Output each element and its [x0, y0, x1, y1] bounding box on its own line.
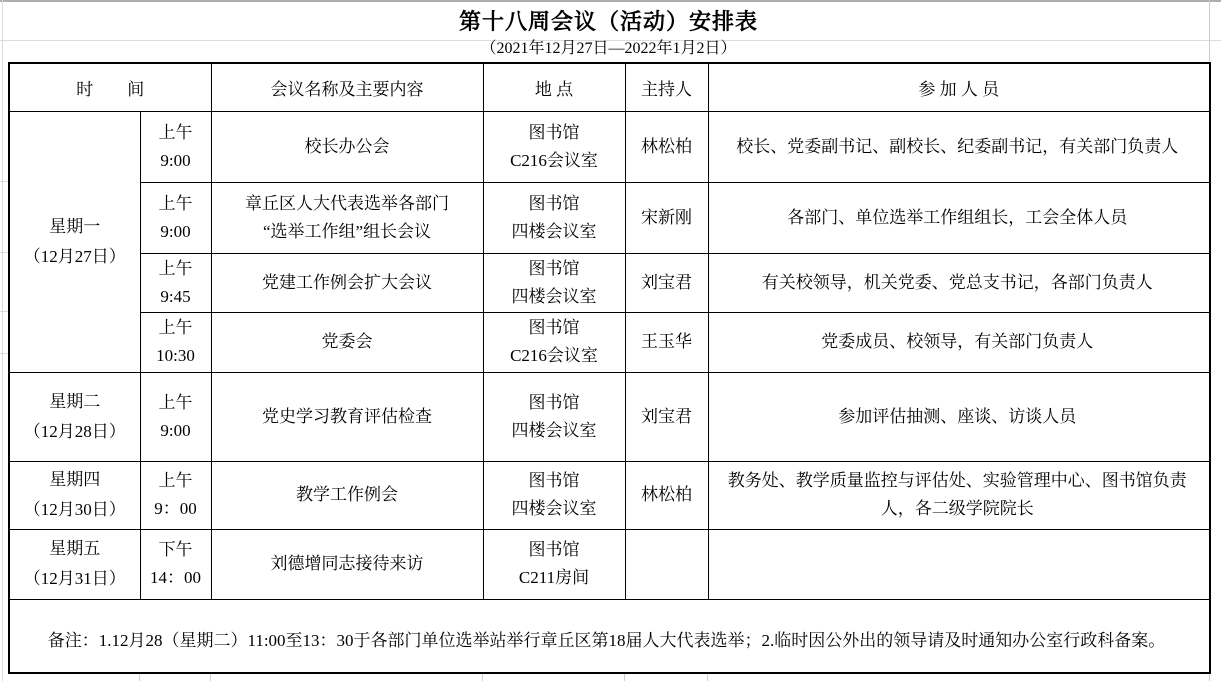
time-value: 10:30	[156, 346, 195, 365]
meeting-cell	[211, 253, 483, 312]
time-period: 上午	[158, 258, 193, 278]
meeting-line: 党建工作例会扩大会议	[262, 272, 432, 292]
time-period: 上午	[158, 471, 193, 490]
date-range: （2021年12月27日—2022年1月2日）	[480, 40, 737, 57]
day-date: （12月31日）	[23, 569, 126, 588]
location-line: 图书馆	[528, 193, 580, 213]
time-cell	[140, 372, 211, 461]
gridline-stub	[0, 252, 8, 253]
location-line: 图书馆	[528, 392, 580, 412]
location-line: 四楼会议室	[511, 499, 597, 518]
meeting-line: 党委会	[321, 332, 373, 351]
day-date: （12月27日）	[23, 246, 126, 266]
note-cell: 备注：1.12月28（星期二）11:00至13：30于各部门单位选举站举行章丘区第18届人大代表选举；2.临时因公外出的领导请及时通知办公室行政科备案。	[9, 599, 1210, 673]
day-name: 星期一	[49, 216, 101, 236]
participants-cell: 各部门、单位选举工作组组长，工会全体人员	[708, 182, 1210, 253]
participants-cell: 校长、党委副书记、副校长、纪委副书记，有关部门负责人	[708, 111, 1210, 182]
title-block	[8, 0, 1209, 62]
participants-cell: 参加评估抽测、座谈、访谈人员	[708, 372, 1210, 461]
location-line: 四楼会议室	[511, 221, 597, 241]
col-header-time: 时 间	[9, 63, 211, 111]
location-line: 图书馆	[528, 258, 580, 278]
location-line: 四楼会议室	[511, 286, 597, 306]
meeting-line: 教学工作例会	[296, 485, 398, 504]
time-cell	[140, 461, 211, 529]
col-header-meeting: 会议名称及主要内容	[211, 63, 483, 111]
location-line: 图书馆	[528, 471, 580, 490]
location-line: C216会议室	[510, 346, 598, 365]
day-name: 星期五	[49, 539, 101, 558]
meeting-cell	[211, 312, 483, 372]
participants-cell: 教务处、教学质量监控与评估处、实验管理中心、图书馆负责人，各二级学院院长	[708, 461, 1210, 529]
location-cell	[483, 461, 625, 529]
time-cell	[140, 253, 211, 312]
location-cell	[483, 312, 625, 372]
day-date: （12月28日）	[23, 421, 126, 441]
table-row	[9, 111, 1210, 182]
col-header-host: 主持人	[625, 63, 708, 111]
day-name: 星期四	[49, 470, 101, 489]
day-cell	[9, 111, 140, 372]
table-row	[9, 182, 1210, 253]
participants-cell: 党委成员、校领导，有关部门负责人	[708, 312, 1210, 372]
time-value: 9:00	[160, 420, 191, 440]
table-row	[9, 253, 1210, 312]
location-cell	[483, 529, 625, 599]
table-row	[9, 461, 1210, 529]
table-row	[9, 529, 1210, 599]
meeting-line: 党史学习教育评估检查	[262, 406, 432, 426]
time-value: 9:00	[160, 150, 191, 170]
host-cell: 宋新刚	[625, 182, 708, 253]
time-period: 上午	[158, 318, 193, 337]
meeting-cell	[211, 461, 483, 529]
location-line: C211房间	[518, 568, 590, 587]
schedule-table	[8, 62, 1211, 674]
meeting-cell	[211, 372, 483, 461]
day-name: 星期二	[49, 391, 101, 411]
table-row	[9, 372, 1210, 461]
time-period: 下午	[158, 540, 193, 559]
location-cell	[483, 253, 625, 312]
time-cell	[140, 182, 211, 253]
day-date: （12月30日）	[23, 500, 126, 519]
meeting-line: 章丘区人大代表选举各部门	[245, 193, 449, 213]
day-cell	[9, 372, 140, 461]
participants-cell: 有关校领导，机关党委、党总支书记，各部门负责人	[708, 253, 1210, 312]
location-cell	[483, 111, 625, 182]
location-line: 图书馆	[528, 122, 580, 142]
day-cell	[9, 461, 140, 529]
host-cell: 林松柏	[625, 111, 708, 182]
host-cell: 王玉华	[625, 312, 708, 372]
gridline-stub	[0, 353, 8, 354]
time-value: 9:00	[160, 221, 191, 241]
time-cell	[140, 111, 211, 182]
meeting-cell	[211, 529, 483, 599]
host-cell: 刘宝君	[625, 253, 708, 312]
meeting-cell	[211, 182, 483, 253]
host-cell: 刘宝君	[625, 372, 708, 461]
gridline-stub	[0, 181, 8, 182]
gridline-stub	[0, 311, 8, 312]
meeting-line: “选举工作组”组长会议	[262, 221, 432, 241]
time-value: 9:45	[160, 286, 191, 306]
header-row	[9, 63, 1210, 111]
location-cell	[483, 182, 625, 253]
note-row	[9, 599, 1210, 673]
location-line: 四楼会议室	[511, 420, 597, 440]
participants-cell	[708, 529, 1210, 599]
meeting-line: 校长办公会	[304, 136, 390, 156]
location-line: 图书馆	[528, 540, 580, 559]
location-cell	[483, 372, 625, 461]
time-value: 9：00	[154, 499, 197, 518]
location-line: 图书馆	[528, 318, 580, 337]
meeting-line: 刘德增同志接待来访	[270, 554, 424, 573]
time-period: 上午	[158, 193, 193, 213]
page-title: 第十八周会议（活动）安排表	[458, 9, 758, 34]
day-cell	[9, 529, 140, 599]
time-value: 14：00	[150, 568, 201, 587]
meeting-cell	[211, 111, 483, 182]
table-row	[9, 312, 1210, 372]
col-header-participants: 参 加 人 员	[708, 63, 1210, 111]
location-line: C216会议室	[510, 150, 598, 170]
host-cell	[625, 529, 708, 599]
time-cell	[140, 529, 211, 599]
col-header-location: 地 点	[483, 63, 625, 111]
gridline-left	[2, 0, 3, 681]
time-cell	[140, 312, 211, 372]
time-period: 上午	[158, 392, 193, 412]
time-period: 上午	[158, 122, 193, 142]
host-cell: 林松柏	[625, 461, 708, 529]
